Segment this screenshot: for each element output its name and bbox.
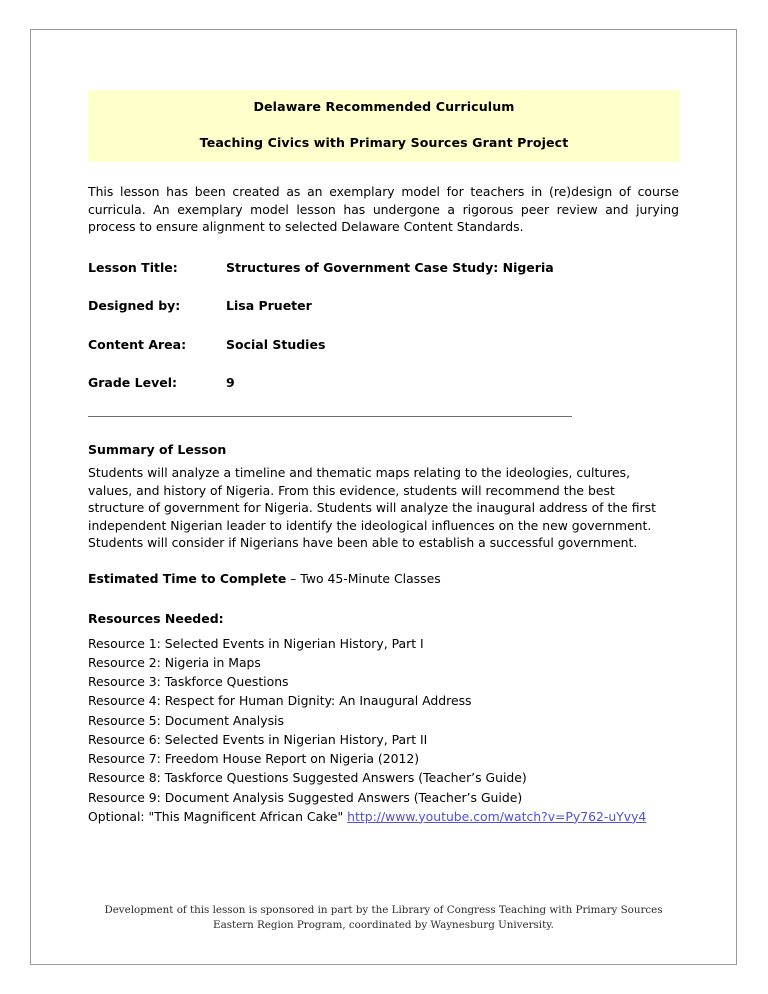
meta-label-content-area: Content Area: — [88, 336, 187, 352]
summary-section — [88, 441, 680, 552]
meta-label-designed-by: Designed by: — [88, 298, 181, 314]
banner-title-secondary: Teaching Civics with Primary Sources Grant Project — [199, 134, 569, 150]
meta-value-content-area: Social Studies — [226, 336, 326, 352]
estimated-time-line — [88, 570, 680, 586]
list-item: Resource 9: Document Analysis Suggested Answers (Teacher’s Guide) — [88, 789, 523, 805]
meta-label-grade-level: Grade Level: — [88, 375, 177, 391]
list-item: Resource 1: Selected Events in Nigerian History, Part I — [88, 635, 424, 651]
section-divider — [88, 416, 572, 417]
summary-body: Students will analyze a timeline and thematic maps relating to the ideologies, cultures, values, and history of Nigeria. From this evidence, students will recommend the best structure of government for Nigeria. Students will analyze the inaugural address of the first independent Nigerian leader to identify the ideological influences on the new government. Students will consider if Nigerians have been able to establish a successful government. — [88, 465, 656, 551]
meta-row-grade-level — [88, 377, 680, 390]
title-banner — [88, 90, 680, 162]
resources-section — [88, 613, 680, 826]
list-item: Resource 3: Taskforce Questions — [88, 674, 289, 690]
document-page — [30, 29, 737, 965]
list-item: Resource 5: Document Analysis — [88, 712, 284, 728]
youtube-video-link[interactable]: http://www.youtube.com/watch?v=Py762-uYvy4 — [347, 808, 647, 824]
summary-heading: Summary of Lesson — [88, 441, 227, 457]
estimated-time-label: Estimated Time to Complete — [88, 570, 287, 586]
optional-resource-label: Optional: "This Magnificent African Cake" — [88, 808, 348, 824]
page-footer — [31, 903, 736, 932]
banner-title-primary: Delaware Recommended Curriculum — [253, 99, 515, 114]
meta-value-lesson-title: Structures of Government Case Study: Nigeria — [226, 259, 554, 275]
list-item: Resource 6: Selected Events in Nigerian History, Part II — [88, 731, 428, 747]
estimated-time-value: – Two 45-Minute Classes — [286, 570, 441, 586]
meta-value-designed-by: Lisa Prueter — [226, 298, 312, 314]
meta-row-lesson-title — [88, 259, 680, 275]
document-content — [88, 90, 680, 826]
meta-row-content-area — [88, 336, 680, 352]
optional-resource-item — [88, 807, 680, 826]
intro-paragraph: This lesson has been created as an exemplary model for teachers in (re)design of course curricula. An exemplary model lesson has undergone a rigorous peer review and jurying process to ensure alignment to selected Delaware Content Standards. — [88, 184, 679, 235]
list-item: Resource 8: Taskforce Questions Suggested Answers (Teacher’s Guide) — [88, 770, 527, 786]
footer-line-2: Eastern Region Program, coordinated by Waynesburg University. — [213, 918, 554, 931]
meta-row-designed-by — [88, 300, 680, 313]
list-item: Resource 4: Respect for Human Dignity: An Inaugural Address — [88, 693, 472, 709]
meta-value-grade-level: 9 — [226, 375, 235, 391]
meta-label-lesson-title: Lesson Title: — [88, 259, 178, 275]
list-item: Resource 2: Nigeria in Maps — [88, 655, 261, 671]
footer-line-1: Development of this lesson is sponsored in part by the Library of Congress Teaching with Primary Sources — [104, 904, 663, 916]
resources-heading: Resources Needed: — [88, 611, 224, 627]
list-item: Resource 7: Freedom House Report on Nigeria (2012) — [88, 751, 420, 767]
lesson-metadata — [88, 259, 680, 391]
